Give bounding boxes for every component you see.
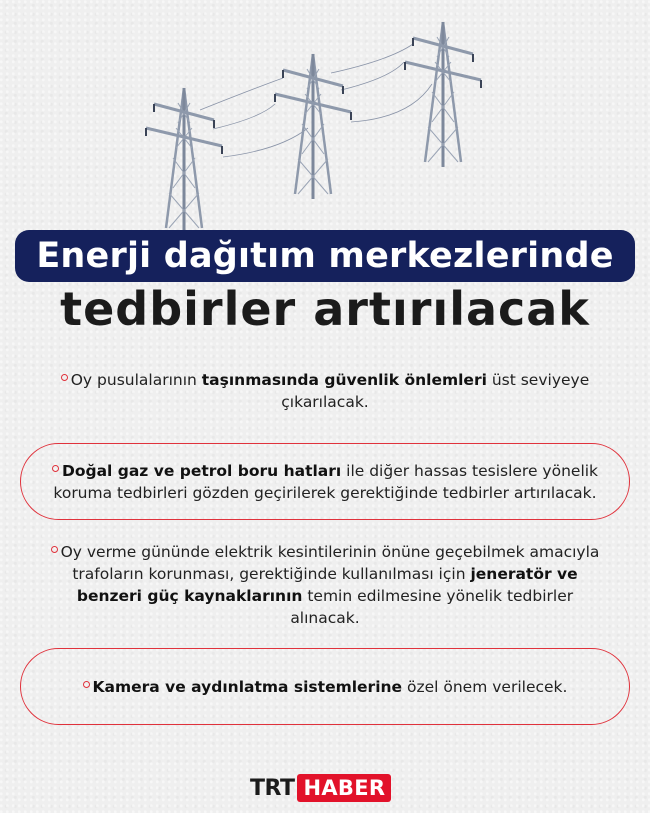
power-towers-illustration — [0, 0, 650, 232]
bullet-icon — [51, 546, 58, 553]
title-line-1: Enerji dağıtım merkezlerinde — [36, 236, 614, 276]
list-item: Oy pusulalarının taşınmasında güvenlik önlemleri üst seviyeye çıkarılacak. — [20, 368, 630, 414]
title-line-2: tedbirler artırılacak — [60, 282, 590, 336]
title-banner — [15, 230, 635, 282]
list-item: Oy verme gününde elektrik kesintilerinin önüne geçebilmek amacıyla trafoların korunması, gerektiğinde kullanılması için jeneratör ve benzeri güç kaynaklarının temin edilmesine yönelik tedbirler alınacak. — [20, 541, 630, 629]
logo-trt: TRT — [250, 775, 295, 801]
bullet-icon — [61, 374, 68, 381]
bullet-icon — [83, 681, 90, 688]
logo-haber: HABER — [297, 774, 391, 802]
list-item: Kamera ve aydınlatma sistemlerine özel önem verilecek. — [20, 648, 630, 725]
bullet-icon — [52, 465, 59, 472]
trt-haber-logo — [250, 774, 391, 802]
list-item: Doğal gaz ve petrol boru hatları ile diğer hassas tesislere yönelik koruma tedbirleri gözden geçirilerek gerektiğinde tedbirler artırılacak. — [20, 443, 630, 520]
